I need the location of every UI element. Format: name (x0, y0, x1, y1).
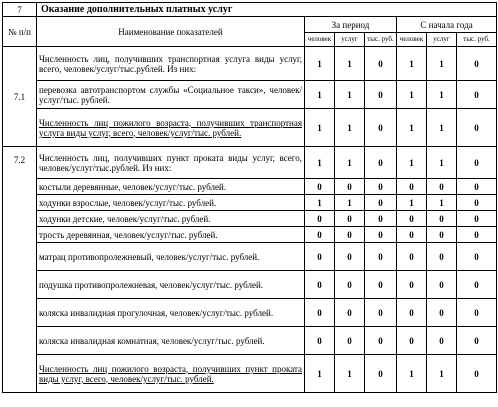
cell-value: 1 (335, 109, 365, 147)
services-table (2, 2, 497, 393)
cell-value: 0 (457, 109, 497, 147)
table-row (3, 211, 497, 227)
header-num: № п/п (3, 17, 37, 47)
row-name: коляска инвалидная комнатная, человек/услуг/тыс. рублей. (37, 327, 305, 355)
cell-value: 0 (427, 271, 457, 299)
cell-value: 0 (335, 227, 365, 243)
cell-value: 0 (457, 179, 497, 195)
cell-value: 1 (427, 81, 457, 109)
cell-value: 1 (335, 355, 365, 393)
cell-value: 0 (427, 243, 457, 271)
cell-value: 1 (397, 147, 427, 179)
cell-value: 0 (335, 299, 365, 327)
cell-value: 0 (457, 299, 497, 327)
cell-value: 1 (427, 355, 457, 393)
cell-value: 0 (397, 211, 427, 227)
cell-value: 1 (305, 355, 335, 393)
row-name: Численность лиц пожилого возраста, получивших транспортная услуга виды услуг, всего, человек/услуг/тыс. рублей. (37, 109, 305, 147)
cell-value: 0 (365, 355, 397, 393)
table-row (3, 271, 497, 299)
cell-value: 0 (457, 211, 497, 227)
cell-value: 1 (305, 109, 335, 147)
cell-value: 1 (335, 195, 365, 211)
cell-value: 0 (457, 355, 497, 393)
row-name: ходунки детские, человек/услуг/тыс. рублей. (37, 211, 305, 227)
cell-value: 0 (365, 243, 397, 271)
cell-value: 0 (457, 81, 497, 109)
table-row (3, 243, 497, 271)
cell-value: 0 (457, 195, 497, 211)
cell-value: 0 (365, 211, 397, 227)
header-period: За период (305, 17, 397, 33)
table-row (3, 179, 497, 195)
table-row (3, 299, 497, 327)
row-name: матрац противопролежневый, человек/услуг/тыс. рублей. (37, 243, 305, 271)
cell-value: 1 (305, 81, 335, 109)
cell-value: 0 (335, 179, 365, 195)
table-row (3, 355, 497, 393)
cell-value: 0 (397, 179, 427, 195)
cell-value: 0 (365, 299, 397, 327)
cell-value: 0 (427, 327, 457, 355)
row-name: Численность лиц, получивших пункт проката виды услуг, всего, человек/услуг/тыс.рублей. Из них: (37, 147, 305, 179)
cell-value: 1 (427, 195, 457, 211)
cell-value: 0 (365, 109, 397, 147)
cell-value: 0 (365, 327, 397, 355)
table-row (3, 81, 497, 109)
cell-value: 0 (305, 271, 335, 299)
cell-value: 0 (457, 271, 497, 299)
cell-value: 1 (397, 109, 427, 147)
row-number: 7.2 (3, 147, 37, 393)
cell-value: 0 (427, 299, 457, 327)
cell-value: 0 (365, 195, 397, 211)
cell-value: 1 (335, 81, 365, 109)
cell-value: 0 (305, 327, 335, 355)
table-row (3, 327, 497, 355)
cell-value: 0 (365, 147, 397, 179)
row-name: ходунки взрослые, человек/услуг/тыс. рублей. (37, 195, 305, 211)
sub-services: услуг (335, 33, 365, 47)
cell-value: 0 (457, 47, 497, 81)
cell-value: 0 (427, 179, 457, 195)
cell-value: 0 (305, 179, 335, 195)
cell-value: 0 (305, 243, 335, 271)
cell-value: 0 (305, 299, 335, 327)
cell-value: 0 (457, 243, 497, 271)
cell-value: 0 (397, 299, 427, 327)
cell-value: 0 (365, 271, 397, 299)
cell-value: 1 (397, 195, 427, 211)
cell-value: 1 (397, 355, 427, 393)
row-name: коляска инвалидная прогулочная, человек/услуг/тыс. рублей. (37, 299, 305, 327)
sub-rub: тыс. руб. (365, 33, 397, 47)
cell-value: 1 (335, 47, 365, 81)
cell-value: 0 (457, 227, 497, 243)
cell-value: 0 (365, 81, 397, 109)
cell-value: 0 (335, 327, 365, 355)
table-row (3, 109, 497, 147)
cell-value: 1 (397, 81, 427, 109)
cell-value: 1 (305, 147, 335, 179)
cell-value: 0 (427, 211, 457, 227)
table-row (3, 195, 497, 211)
cell-value: 0 (335, 271, 365, 299)
cell-value: 1 (305, 47, 335, 81)
row-name: Численность лиц пожилого возраста, получивших пункт проката виды услуг, всего, человек/услуг/тыс. рублей. (37, 355, 305, 393)
sub-rub: тыс. руб. (457, 33, 497, 47)
cell-value: 0 (335, 211, 365, 227)
cell-value: 1 (427, 109, 457, 147)
cell-value: 0 (397, 227, 427, 243)
cell-value: 1 (305, 195, 335, 211)
cell-value: 1 (335, 147, 365, 179)
cell-value: 1 (397, 47, 427, 81)
cell-value: 0 (365, 47, 397, 81)
sub-people: человек (305, 33, 335, 47)
cell-value: 1 (427, 47, 457, 81)
cell-value: 0 (427, 227, 457, 243)
cell-value: 0 (305, 211, 335, 227)
row-name: Численность лиц, получивших транспортная услуга виды услуг, всего, человек/услуг/тыс.рублей. Из них: (37, 47, 305, 81)
sub-people: человек (397, 33, 427, 47)
row-name: костыли деревянные, человек/услуг/тыс. рублей. (37, 179, 305, 195)
cell-value: 1 (427, 147, 457, 179)
row-name: перевозка автотранспортом службы «Социальное такси», человек/услуг/тыс. рублей. (37, 81, 305, 109)
table-row (3, 47, 497, 81)
row-name: подушка противопролежневая, человек/услуг/тыс. рублей. (37, 271, 305, 299)
table-row (3, 227, 497, 243)
section-number: 7 (3, 3, 37, 17)
cell-value: 0 (457, 147, 497, 179)
sub-services: услуг (427, 33, 457, 47)
cell-value: 0 (305, 227, 335, 243)
cell-value: 0 (457, 327, 497, 355)
cell-value: 0 (397, 243, 427, 271)
cell-value: 0 (397, 327, 427, 355)
table-row (3, 147, 497, 179)
cell-value: 0 (365, 179, 397, 195)
cell-value: 0 (365, 227, 397, 243)
header-name: Наименование показателей (37, 17, 305, 47)
section-title: Оказание дополнительных платных услуг (37, 3, 497, 17)
cell-value: 0 (335, 243, 365, 271)
row-number: 7.1 (3, 47, 37, 147)
row-name: трость деревянная, человек/услуг/тыс. рублей. (37, 227, 305, 243)
header-ytd: С начала года (397, 17, 497, 33)
cell-value: 0 (397, 271, 427, 299)
